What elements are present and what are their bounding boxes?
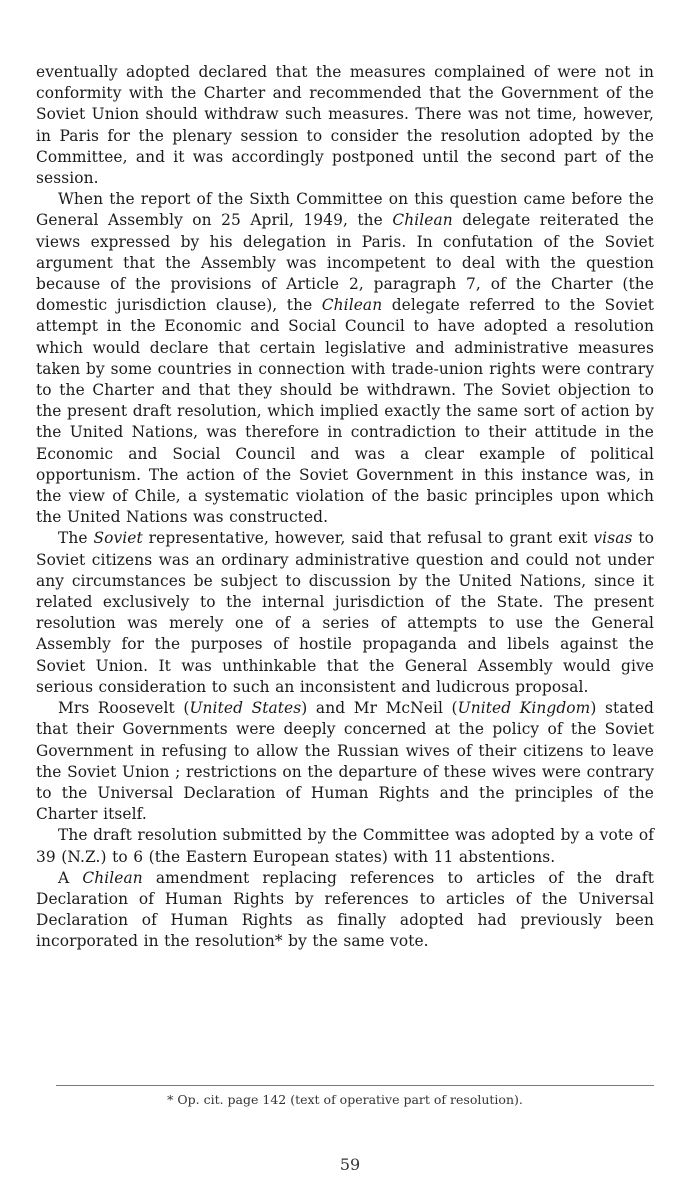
- footnote-divider: [56, 1085, 654, 1086]
- italic-term: Soviet: [93, 529, 143, 548]
- paragraph-3: The Soviet representative, however, said that refusal to grant exit visas to Soviet citizens was an ordinary administrative question and could not under any circumstances be subject to discussion by the United Nations, since it related exclusively to the internal jurisdiction of the State. The present resolution was merely one of a series of attempts to use the General Assembly for the purposes of hostile propaganda and libels against the Soviet Union. It was unthinkable that the General Assembly would give serious consideration to such an inconsistent and ludicrous proposal.: [36, 529, 654, 696]
- page-body: [36, 62, 654, 953]
- paragraph-4: Mrs Roosevelt (United States) and Mr McNeil (United Kingdom) stated that their Governments were deeply concerned at the policy of the Soviet Government in refusing to allow the Russian wives of their citizens to leave the Soviet Union ; restrictions on the departure of these wives were contrary to the Universal Declaration of Human Rights and the principles of the Charter itself.: [36, 699, 655, 824]
- italic-term: United Kingdom: [457, 699, 591, 718]
- italic-term: Chilean: [321, 296, 383, 315]
- footnote: * Op. cit. page 142 (text of operative part of resolution).: [167, 1092, 523, 1107]
- page-number: 59: [339, 1155, 361, 1174]
- paragraph-5: The draft resolution submitted by the Committee was adopted by a vote of 39 (N.Z.) to 6 (the Eastern European states) with 11 abstentions.: [36, 826, 654, 866]
- italic-term: visas: [593, 529, 633, 548]
- italic-term: United States: [189, 699, 302, 718]
- italic-term: Chilean: [82, 868, 143, 887]
- paragraph-6: A Chilean amendment replacing references to articles of the draft Declaration of Human Rights by references to articles of the Universal Declaration of Human Rights as finally adopted had previously been incorporated in the resolution* by the same vote.: [36, 868, 655, 951]
- paragraph-1: eventually adopted declared that the measures complained of were not in conformity with the Charter and recommended that the Government of the Soviet Union should withdraw such measures. There was not time, however, in Paris for the plenary session to consider the resolution adopted by the Committee, and it was accordingly postponed until the second part of the session.: [36, 63, 654, 188]
- paragraph-2: When the report of the Sixth Committee on this question came before the General Assembly on 25 April, 1949, the Chilean delegate reiterated the views expressed by his delegation in Paris. In confutation of the Soviet argument that the Assembly was incompetent to deal with the question because of the provisions of Article 2, paragraph 7, of the Charter (the domestic jurisdiction clause), the Chilean delegate referred to the Soviet attempt in the Economic and Social Council to have adopted a resolution which would declare that certain legislative and administrative measures taken by some countries in connection with trade-union rights were contrary to the Charter and that they should be withdrawn. The Soviet objection to the present draft resolution, which implied exactly the same sort of action by the United Nations, was therefore in contradiction to their attitude in the Economic and Social Council and was a clear example of political opportunism. The action of the Soviet Government in this instance was, in the view of Chile, a systematic violation of the basic principles upon which the United Nations was constructed.: [36, 190, 655, 527]
- italic-term: Chilean: [392, 211, 453, 230]
